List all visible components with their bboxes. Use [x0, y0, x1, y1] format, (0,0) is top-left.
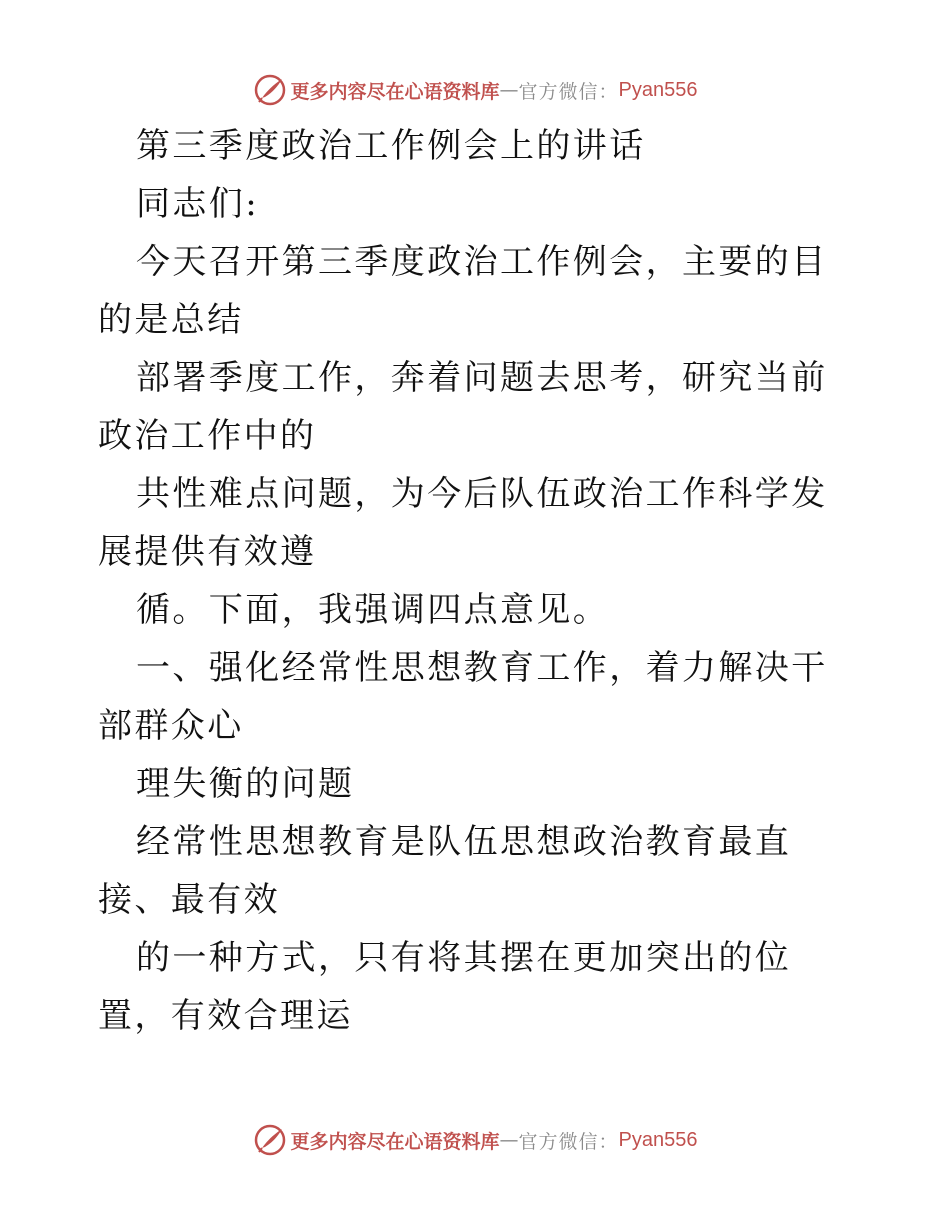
footer-watermark: [0, 1120, 950, 1160]
header-watermark: [0, 70, 950, 110]
watermark-label: 官方微信：: [518, 1130, 619, 1153]
watermark-dash: —: [499, 1129, 519, 1151]
paragraph: 今天召开第三季度政治工作例会，主要的目的是总结: [98, 242, 828, 340]
paragraph: 部署季度工作，奔着问题去思考，研究当前政治工作中的: [98, 358, 828, 456]
paragraph: 的一种方式，只有将其摆在更加突出的位置，有效合理运: [98, 938, 792, 1036]
watermark-wechat-id: Pyan556: [618, 78, 698, 101]
watermark-wechat-id: Pyan556: [618, 1128, 698, 1151]
salutation: 同志们:: [136, 184, 260, 224]
watermark-dash: —: [499, 79, 519, 101]
paragraph: 共性难点问题，为今后队伍政治工作科学发展提供有效遵: [98, 474, 828, 572]
watermark-main-text: 更多内容尽在心语资料库: [290, 1130, 500, 1153]
paragraph: 循。下面，我强调四点意见。: [136, 590, 610, 630]
watermark-main-text: 更多内容尽在心语资料库: [290, 80, 500, 103]
feather-pen-logo-icon: [253, 1123, 287, 1157]
watermark-label: 官方微信：: [518, 80, 619, 103]
document-title: 第三季度政治工作例会上的讲话: [136, 126, 646, 166]
feather-pen-logo-icon: [253, 73, 287, 107]
document-body: [98, 117, 858, 1045]
paragraph: 经常性思想教育是队伍思想政治教育最直接、最有效: [98, 822, 792, 920]
section-heading: 一、强化经常性思想教育工作，着力解决干部群众心: [98, 648, 828, 746]
section-heading-continued: 理失衡的问题: [136, 764, 355, 804]
